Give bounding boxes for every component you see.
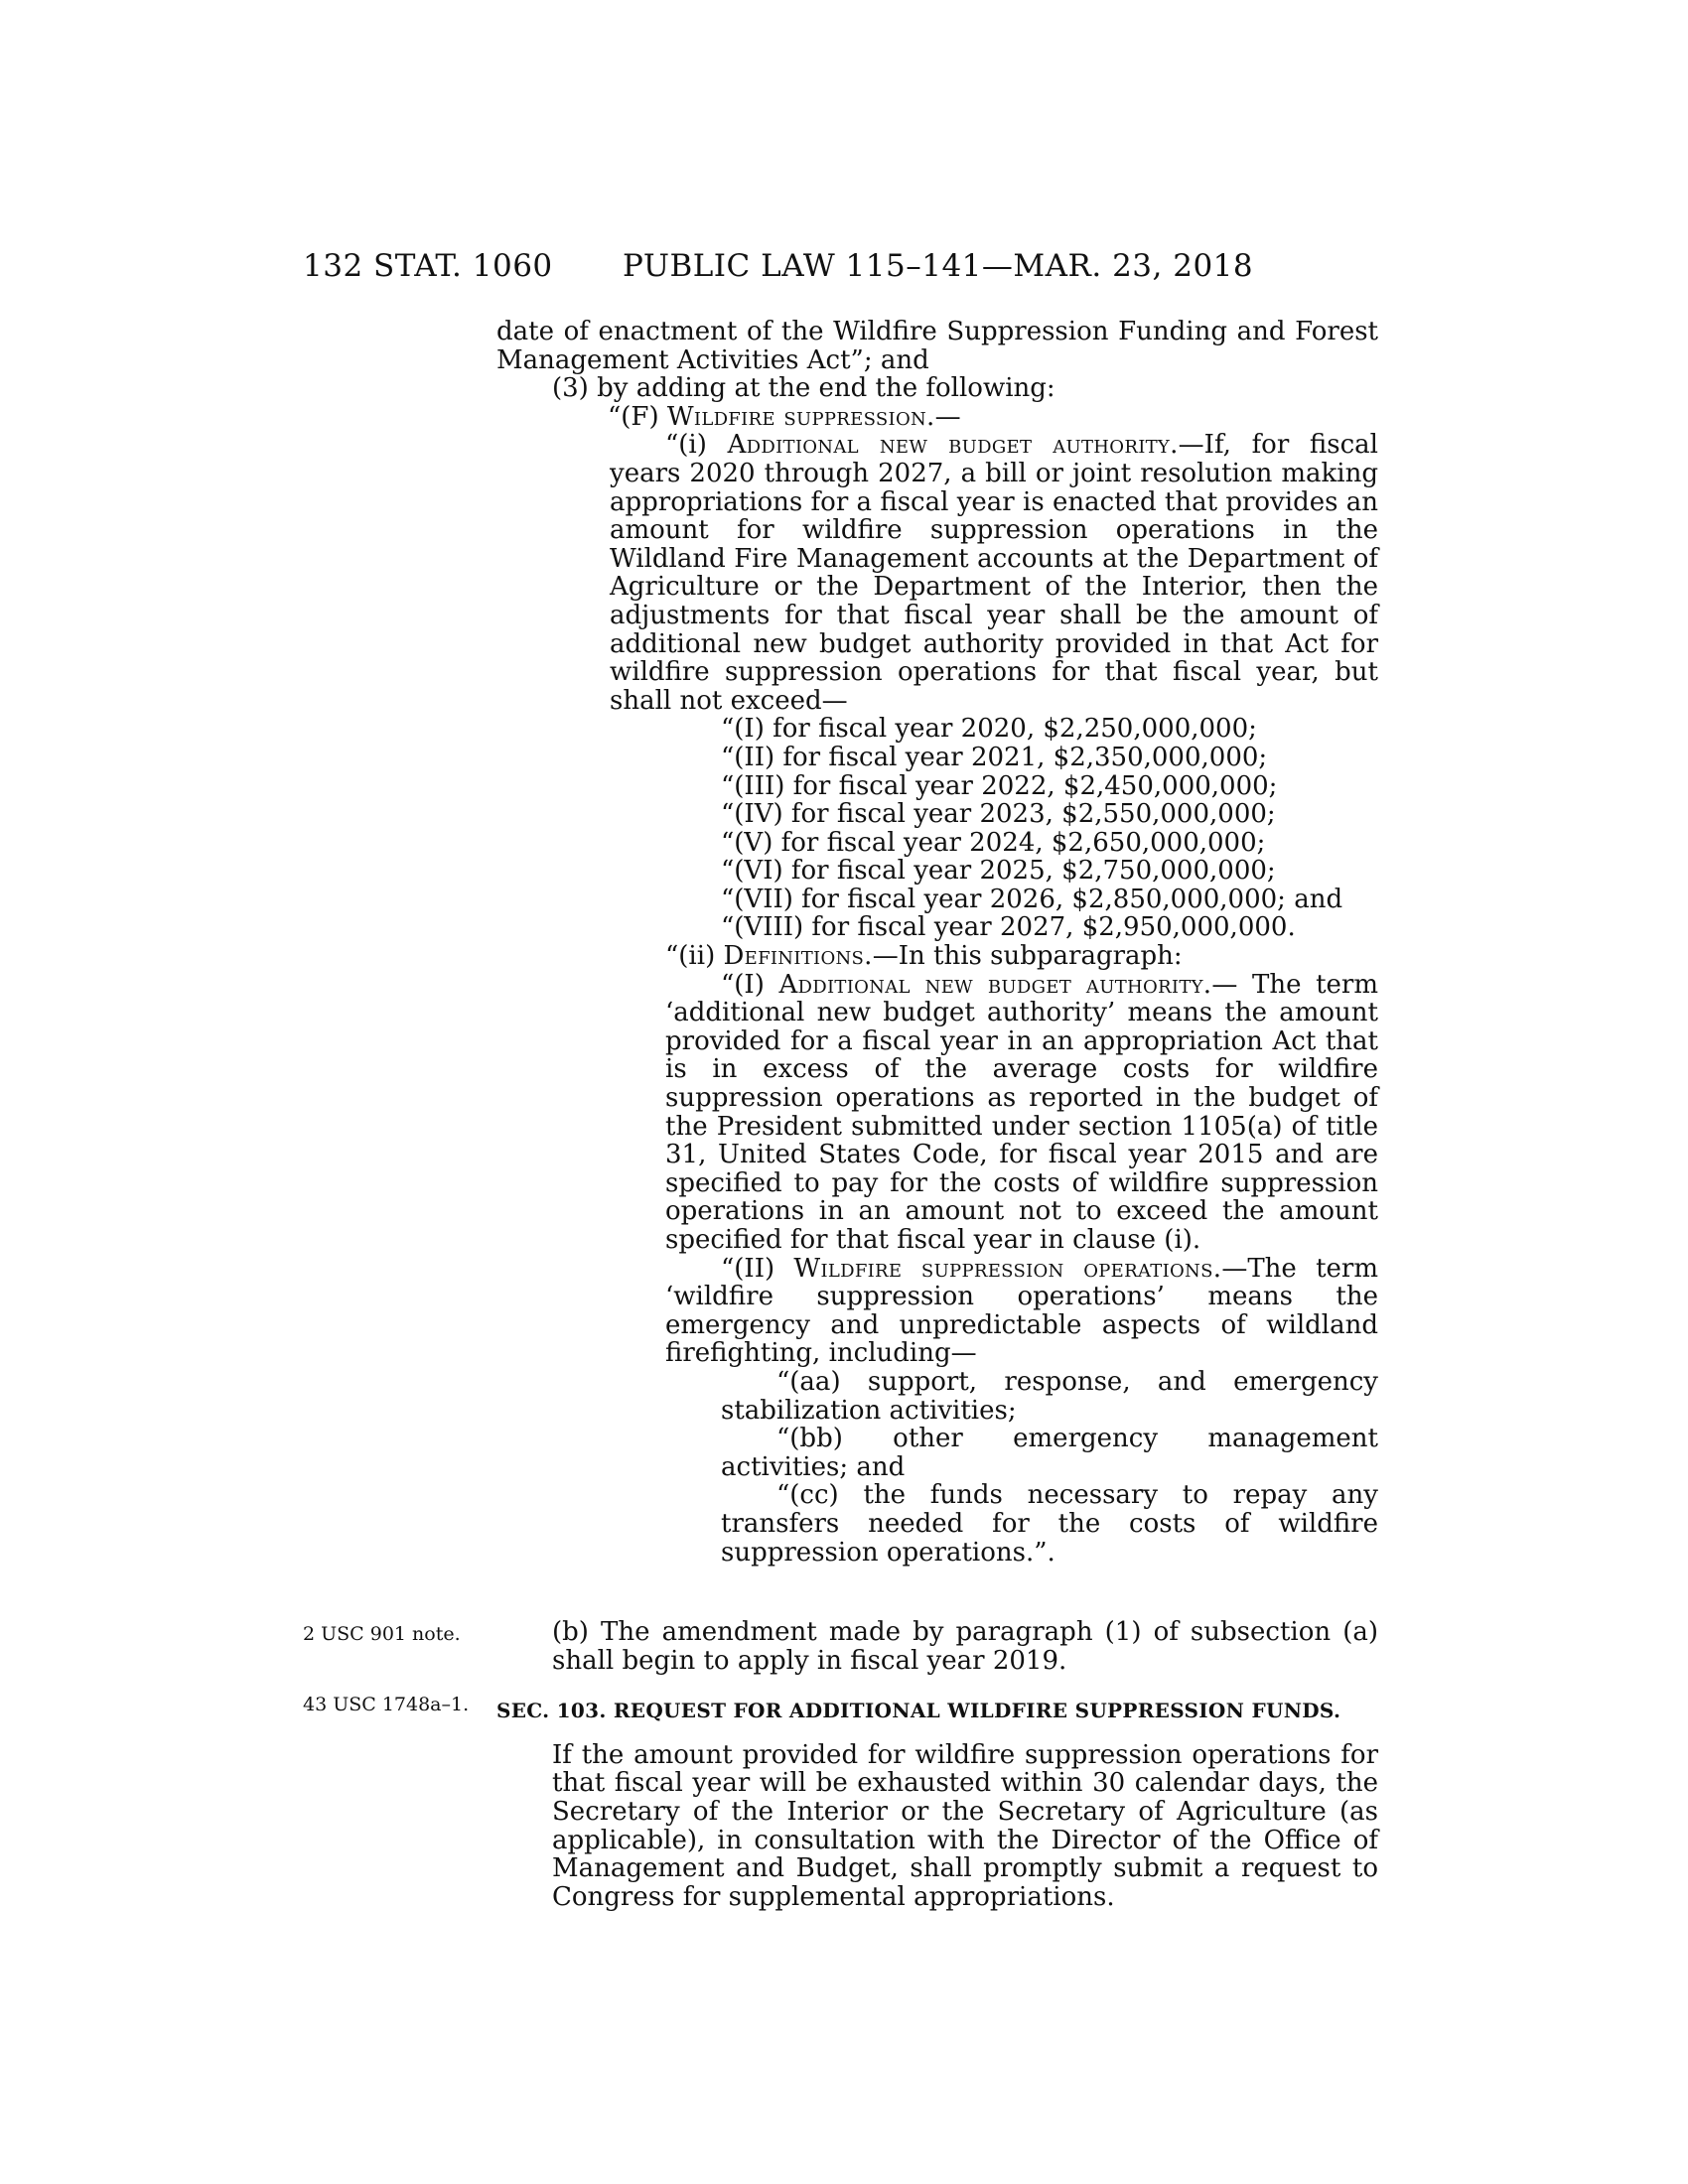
definition-2-heading: Wildfire suppression operations. — [793, 1253, 1222, 1284]
statute-text-upper — [496, 318, 1378, 1567]
clause-ii-heading: Definitions. — [723, 941, 873, 972]
section-103-heading: SEC. 103. REQUEST FOR ADDITIONAL WILDFIRE SUPPRESSION FUNDS. — [496, 1699, 1341, 1723]
fiscal-year-limit-item: “(VIII) for fiscal year 2027, $2,950,000,000. — [721, 912, 1296, 943]
definition-additional-new-budget-authority — [496, 971, 1378, 1255]
clause-ii — [496, 942, 1378, 971]
clause-ii-body: —In this subparagraph: — [872, 941, 1183, 972]
item-cc: “(cc) the funds necessary to repay any transfers needed for the costs of wildfire suppression operations.”. — [721, 1480, 1378, 1568]
fiscal-year-limit-item: “(I) for fiscal year 2020, $2,250,000,000; — [721, 714, 1257, 745]
clause-i-body: —If, for fiscal years 2020 through 2027, a bill or joint resolution making appropriations for a fiscal year is enacted that provides an amount for wildfire suppression operations in the Wildland Fire Management accounts at the Department of Agriculture or the Department of the Interior, then the adjustments for that fiscal year shall be the amount of additional new budget authority provided in that Act for wildfire suppression operations for that fiscal year, but shall not exceed— — [610, 430, 1378, 716]
subparagraph-f-heading — [496, 403, 1378, 432]
paragraph-enactment-date: date of enactment of the Wildfire Suppression Funding and Forest Management Activities Act”; and — [496, 317, 1378, 375]
definition-1-lead: “(I) — [721, 969, 779, 1000]
margin-note-usc-1748a: 43 USC 1748a–1. — [303, 1694, 470, 1715]
fiscal-year-limit-item: “(III) for fiscal year 2022, $2,450,000,000; — [721, 770, 1278, 801]
definition-2-lead: “(II) — [721, 1253, 794, 1284]
clause-ii-lead: “(ii) — [665, 941, 724, 972]
definition-2-body: —The term ‘wildfire suppression operations’ means the emergency and unpredictable aspects of wildland firefighting, including— — [665, 1253, 1379, 1369]
section-103-text: If the amount provided for wildfire suppression operations for that fiscal year will be exhausted within 30 calendar days, the Secretary of the Interior or the Secretary of Agriculture (as applicable), in consultation with the Director of the Office of Management and Budget, shall promptly submit a request to Congress for supplemental appropriations. — [552, 1739, 1378, 1912]
page-stat-citation: 132 STAT. 1060 — [303, 248, 553, 284]
fiscal-year-limit-item: “(VII) for fiscal year 2026, $2,850,000,000; and — [721, 884, 1343, 914]
definition-wildfire-suppression-operations — [496, 1255, 1378, 1368]
subsection-b: (b) The amendment made by paragraph (1) of subsection (a) shall begin to apply in fiscal year 2019. — [552, 1617, 1378, 1676]
definition-1-body: — The term ‘additional new budget authority’ means the amount provided for a fiscal year in an appropriation Act that is in excess of the average costs for wildfire suppression operations as reported in the budget of the President submitted under section 1105(a) of title 31, United States Code, for fiscal year 2015 and are specified to pay for the costs of wildfire suppression operations in an amount not to exceed the amount specified for that fiscal year in clause (i). — [665, 969, 1378, 1255]
fiscal-year-limit-item: “(II) for fiscal year 2021, $2,350,000,000; — [721, 742, 1268, 772]
item-bb: “(bb) other emergency management activities; and — [721, 1424, 1378, 1482]
definition-1-heading: Additional new budget authority. — [778, 969, 1212, 1000]
item-aa: “(aa) support, response, and emergency stabilization activities; — [721, 1366, 1378, 1426]
fiscal-year-limit-list — [496, 715, 1378, 942]
paragraph-3: (3) by adding at the end the following: — [552, 373, 1055, 404]
clause-i — [496, 431, 1378, 715]
subparagraph-f-lead: “(F) — [608, 401, 667, 432]
statute-text-lower — [496, 1618, 1378, 1911]
subparagraph-f-title: Wildfire suppression.— — [666, 401, 961, 432]
fiscal-year-limit-item: “(IV) for fiscal year 2023, $2,550,000,000; — [721, 799, 1276, 830]
running-header: PUBLIC LAW 115–141—MAR. 23, 2018 — [623, 248, 1254, 284]
margin-note-usc-901: 2 USC 901 note. — [303, 1623, 461, 1645]
clause-i-heading: Additional new budget authority. — [727, 430, 1179, 461]
fiscal-year-limit-item: “(VI) for fiscal year 2025, $2,750,000,000; — [721, 856, 1276, 887]
fiscal-year-limit-item: “(V) for fiscal year 2024, $2,650,000,000; — [721, 827, 1266, 858]
clause-i-lead: “(i) — [665, 430, 728, 461]
